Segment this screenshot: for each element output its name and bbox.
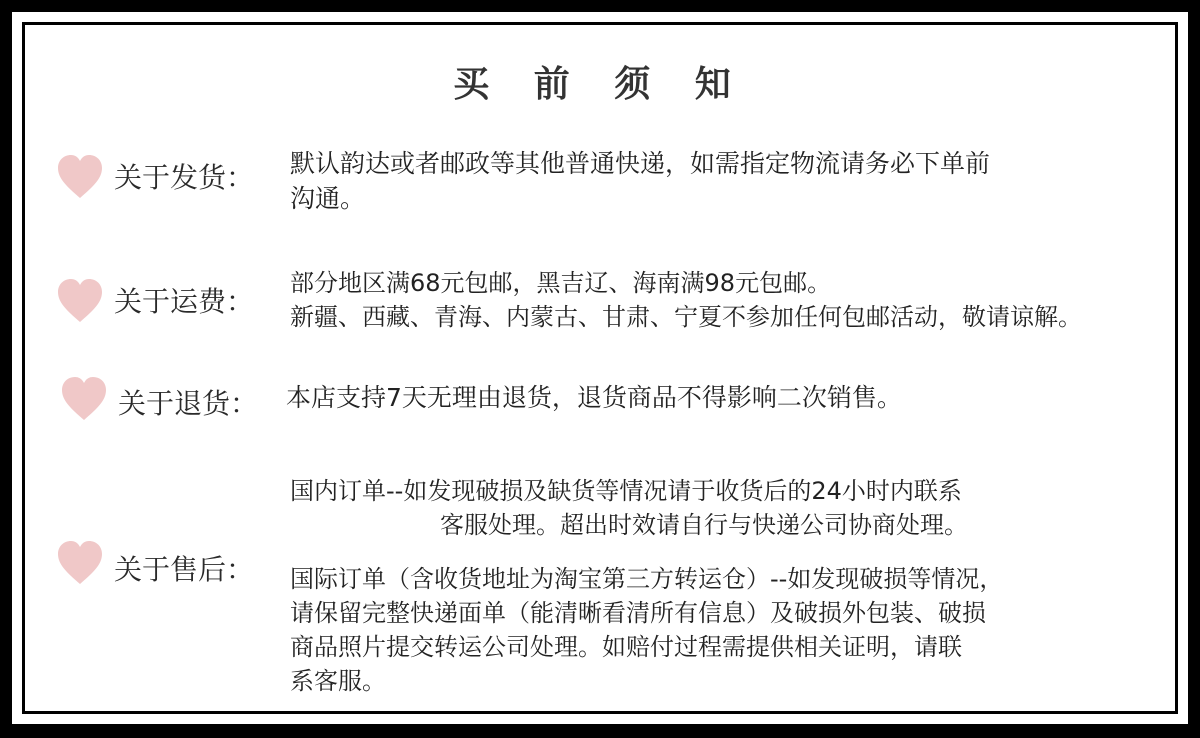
content-line: 国际订单（含收货地址为淘宝第三方转运仓）--如发现破损等情况，	[290, 565, 1004, 593]
heart-icon	[56, 540, 104, 586]
notice-panel	[12, 12, 1188, 724]
heart-icon	[60, 376, 108, 422]
content-line: 请保留完整快递面单（能清晰看清所有信息）及破损外包装、破损	[290, 599, 986, 627]
content-line: 沟通。	[290, 184, 366, 213]
content-line: 商品照片提交转运公司处理。如赔付过程需提供相关证明，请联	[290, 633, 962, 661]
content-line: 部分地区满68元包邮，黑吉辽、海南满98元包邮。	[290, 269, 832, 297]
section-label: 关于发货：	[114, 161, 255, 194]
content-line: 新疆、西藏、青海、内蒙古、甘肃、宁夏不参加任何包邮活动，敬请谅解。	[290, 303, 1082, 331]
content-line: 系客服。	[290, 667, 386, 695]
section-label: 关于售后：	[114, 553, 255, 586]
content-line: 本店支持7天无理由退货，退货商品不得影响二次销售。	[286, 383, 902, 412]
heart-icon	[56, 278, 104, 324]
section-content	[290, 474, 968, 542]
section-label: 关于运费：	[114, 285, 255, 318]
content-line: 国内订单--如发现破损及缺货等情况请于收货后的24小时内联系	[290, 477, 962, 505]
content-line: 客服处理。超出时效请自行与快递公司协商处理。	[440, 511, 968, 539]
section-label: 关于退货：	[118, 387, 259, 420]
section-content	[286, 380, 902, 415]
section-content	[290, 266, 1082, 334]
content-line: 默认韵达或者邮政等其他普通快递，如需指定物流请务必下单前	[290, 149, 991, 178]
section-content	[290, 146, 990, 216]
page-title: 买 前 须 知	[453, 64, 747, 105]
section-content	[290, 562, 1003, 698]
heart-icon	[56, 154, 104, 200]
